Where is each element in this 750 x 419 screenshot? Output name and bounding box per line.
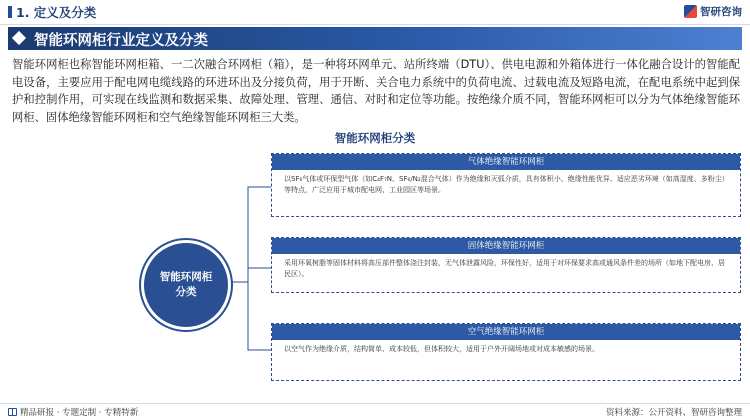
- center-node-label: 智能环网柜分类: [159, 271, 213, 298]
- category-box-solid: [271, 237, 741, 293]
- footer: [0, 403, 750, 419]
- book-icon: [8, 408, 17, 416]
- connector-line-solid: [225, 268, 271, 282]
- category-header: 固体绝缘智能环网柜: [272, 238, 740, 254]
- section-title: 1. 定义及分类: [16, 5, 97, 20]
- footer-tagline: [8, 406, 138, 418]
- page-title: 智能环网柜行业定义及分类: [34, 33, 208, 49]
- source-note: 资料来源：公开资料、智研咨询整理: [605, 408, 742, 418]
- diagram-title: 智能环网柜分类: [334, 131, 416, 145]
- category-header: 气体绝缘智能环网柜: [272, 154, 740, 170]
- logo-text: 智研咨询: [700, 6, 742, 18]
- category-box-air: [271, 323, 741, 381]
- category-header: 空气绝缘智能环网柜: [272, 324, 740, 340]
- connector-line-air: [225, 282, 271, 350]
- category-description: 采用环氧树脂等固体材料将高压部件整体浇注封装，无气体泄露风险，环保性好，适用于对环保要求高或通风条件差的场所（如地下配电房、居民区）。: [284, 259, 725, 278]
- footer-tagline-text: 精品研报 · 专题定制 · 专精特新: [20, 408, 139, 418]
- intro-paragraph: 智能环网柜也称智能环网柜箱、一二次融合环网柜（箱），是一种将环网单元、站所终端（DTU）、供电电源和外箱体进行一体化融合设计的智能配电设备，主要应用于配电网电缆线路的环进环出及分接负荷，用于开断、关合电力系统中的负荷电流、过载电流及短路电流，在配电系统中起到保护和控制作用，可实现在线监测和数据采集、故障处理、管理、通信、对时和定位等功能。按绝缘介质不同，智能环网柜可以分为气体绝缘智能环网柜、固体绝缘智能环网柜和空气绝缘智能环网柜三大类。: [12, 58, 740, 124]
- category-description: 以空气作为绝缘介质，结构简单、成本较低，但体积较大，适用于户外开阔场地或对成本敏感的场景。: [284, 345, 599, 353]
- center-node: [141, 240, 231, 330]
- category-description: 以SF₆气体或环保型气体（如C₄F₇N、SF₆/N₂混合气体）作为绝缘和灭弧介质，具有体积小、绝缘性能优异、适应恶劣环境（如高湿度、多粉尘）等特点，广泛应用于城市配电网、工业园区等场景。: [284, 175, 729, 194]
- category-box-gas: [271, 153, 741, 217]
